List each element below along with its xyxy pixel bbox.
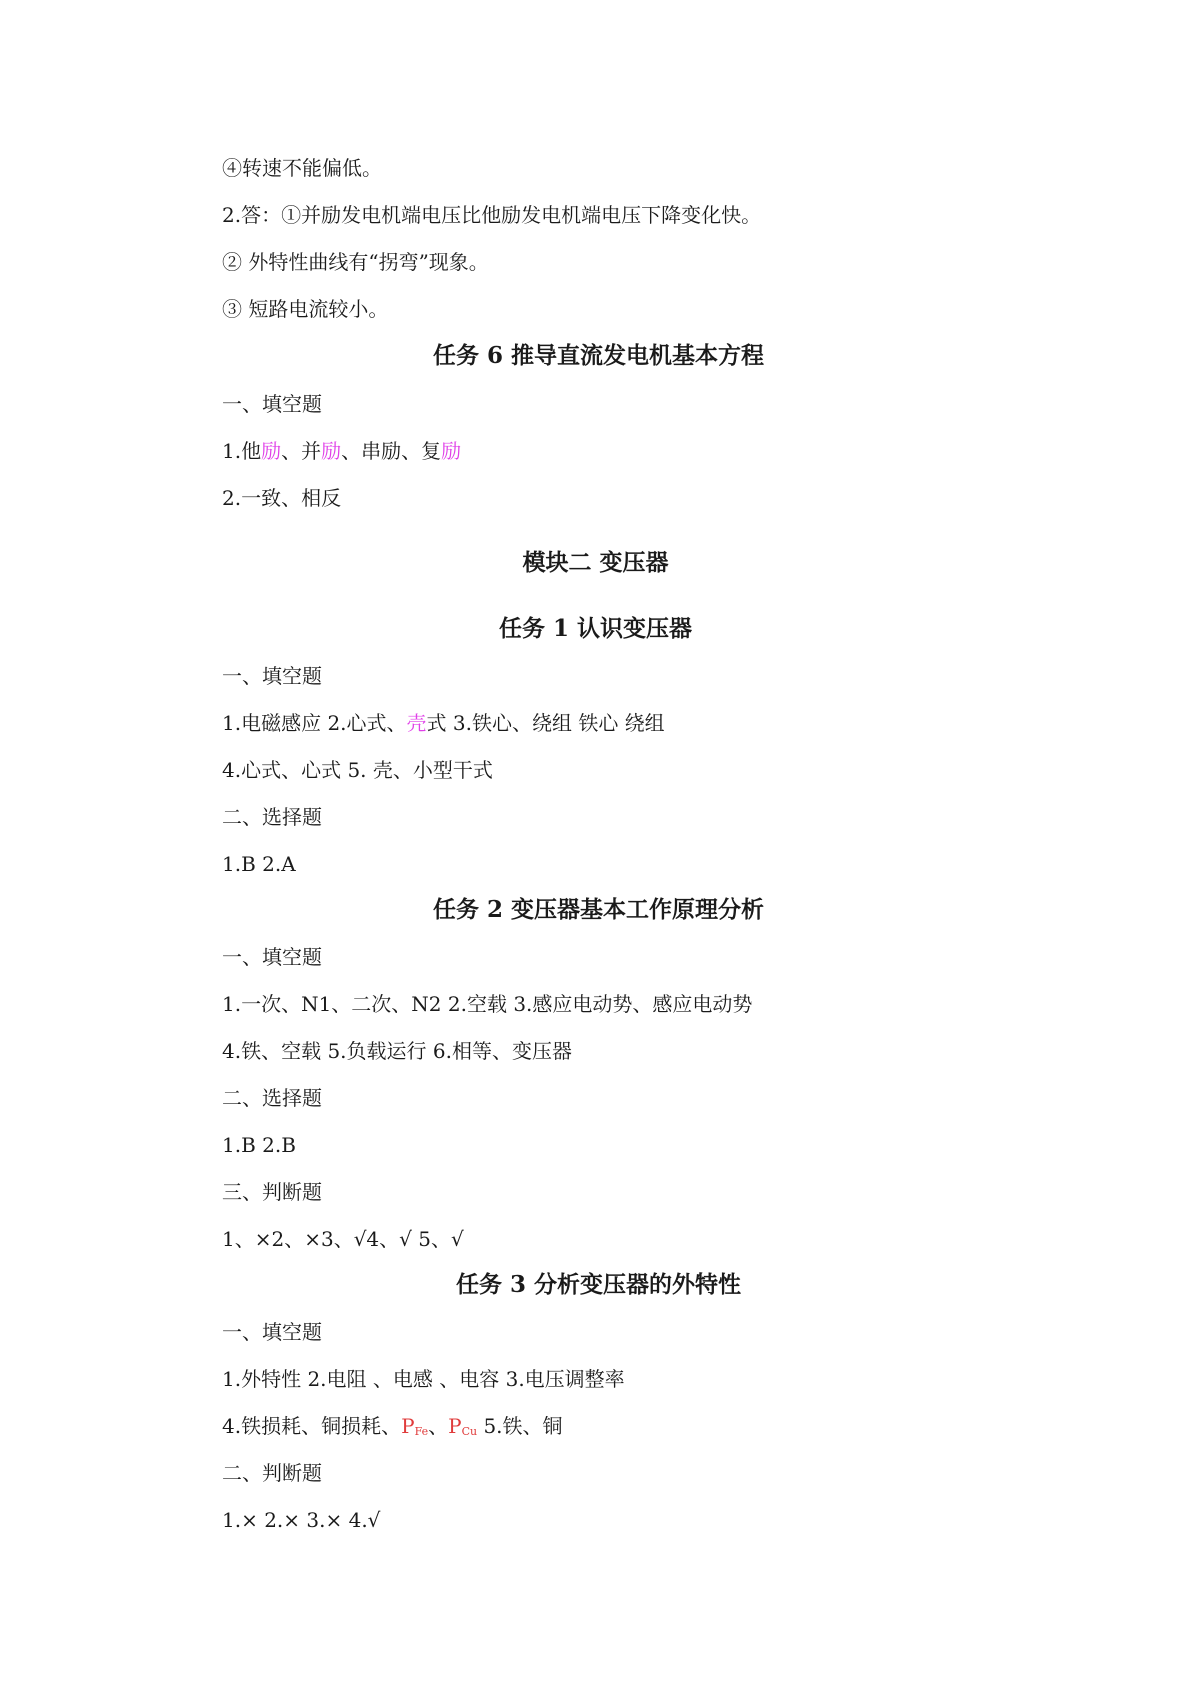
symbol-p: P [401,1414,415,1438]
section-title: 一、填空题 [222,664,322,688]
answer-line: 4.心式、心式 5. 壳、小型干式 [222,758,493,782]
answer-line: 1.× 2.× 3.× 4.√ [222,1508,381,1532]
section-title: 一、填空题 [222,945,322,969]
section-title: 一、填空题 [222,1320,322,1344]
task1-heading: 任务 1 认识变压器 [498,615,693,642]
subscript-cu: Cu [461,1425,478,1438]
task2-heading: 任务 2 变压器基本工作原理分析 [432,896,765,923]
text-line: ② 外特性曲线有“拐弯”现象。 [222,250,489,274]
answer-text: 4.铁损耗、铜损耗、 [222,1414,402,1438]
section-title: 二、选择题 [222,805,322,829]
module-heading: 模块二 变压器 [522,549,669,576]
task6-heading: 任务 6 推导直流发电机基本方程 [432,342,765,369]
highlighted-char: 励 [321,439,342,463]
highlighted-char: 壳 [406,711,427,735]
highlighted-char: 励 [441,439,462,463]
answer-line [222,1413,563,1445]
answer-text: 1.电磁感应 2.心式、 [222,711,407,735]
answer-line [222,438,461,464]
task3-heading: 任务 3 分析变压器的外特性 [455,1271,742,1298]
section-title: 三、判断题 [222,1180,322,1204]
answer-line: 4.铁、空载 5.负载运行 6.相等、变压器 [222,1039,572,1063]
highlighted-char: 励 [261,439,282,463]
section-title: 二、选择题 [222,1086,322,1110]
answer-text: 式 3.铁心、绕组 铁心 绕组 [426,711,665,735]
answer-line: 1.外特性 2.电阻 、电感 、电容 3.电压调整率 [222,1367,625,1391]
subscript-fe: Fe [414,1425,429,1438]
answer-line: 2.一致、相反 [222,486,342,510]
section-title: 二、判断题 [222,1461,322,1485]
text-line: 2.答：①并励发电机端电压比他励发电机端电压下降变化快。 [222,203,762,227]
answer-text: 1.他 [222,439,262,463]
answer-line: 1.B 2.B [222,1133,296,1157]
answer-text: 5.铁、铜 [477,1414,563,1438]
answer-line: 1.一次、N1、二次、N2 2.空载 3.感应电动势、感应电动势 [222,992,753,1016]
text-line: ④转速不能偏低。 [222,156,382,180]
separator: 、 [428,1414,449,1438]
symbol-p: P [448,1414,462,1438]
answer-line [222,710,665,736]
text-line: ③ 短路电流较小。 [222,297,389,321]
answer-text: 、串励、复 [341,439,442,463]
answer-line: 1、×2、×3、√4、√ 5、√ [222,1227,464,1251]
answer-line: 1.B 2.A [222,852,296,876]
answer-text: 、并 [281,439,322,463]
section-title: 一、填空题 [222,392,322,416]
